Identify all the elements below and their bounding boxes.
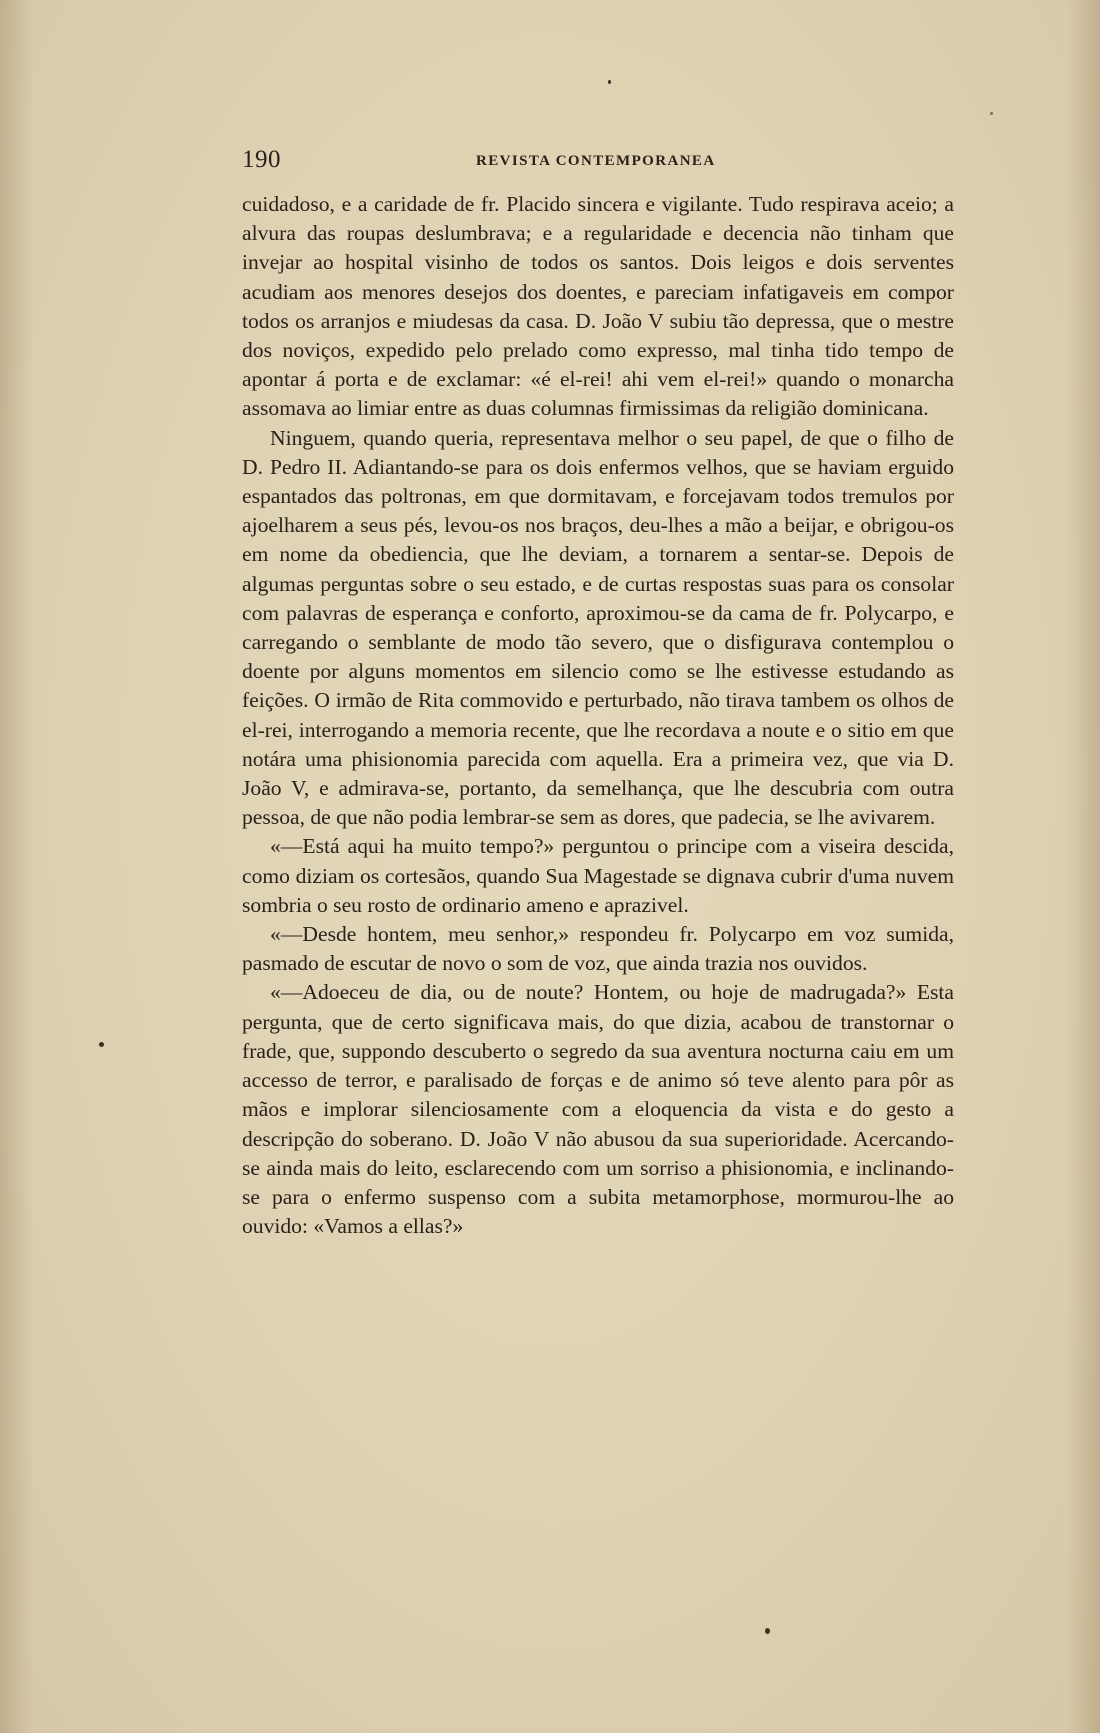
paragraph-1: cuidadoso, e a caridade de fr. Placido sincera e vigilante. Tudo respirava aceio; a alvura das roupas deslumbrava; e a regularidade e decencia não tinham que invejar ao hospital visinho de todos os santos. Dois leigos e dois serventes acudiam aos menores desejos dos doentes, e pareciam infatigaveis em compor todos os arranjos e miudesas da casa. D. João V subiu tão depressa, que o mestre dos noviços, expedido pelo prelado como expresso, mal tinha tido tempo de apontar á porta e de exclamar: «é el-rei! ahi vem el-rei!» quando o monarcha assomava ao limiar entre as duas columnas firmissimas da religião dominicana. (242, 192, 954, 421)
paragraph-3: «—Está aqui ha muito tempo?» perguntou o principe com a viseira descida, como diziam os cortesãos, quando Sua Magestade se dignava cubrir d'uma nuvem sombria o seu rosto de ordinario ameno e aprazivel. (242, 834, 954, 917)
paragraph-2: Ninguem, quando queria, representava melhor o seu papel, de que o filho de D. Pedro II. Adiantando-se para os dois enfermos velhos, que se haviam erguido espantados das poltronas, em que dormitavam, e forcejavam todos tremulos por ajoelharem a seus pés, levou-os nos braços, deu-lhes a mão a beijar, e obrigou-os em nome da obediencia, que lhe deviam, a tornarem a sentar-se. Depois de algumas perguntas sobre o seu estado, e de curtas respostas suas para os consolar com palavras de esperança e conforto, aproximou-se da cama de fr. Polycarpo, e carregando o semblante de modo tão severo, que o disfigurava contemplou o doente por alguns momentos em silencio como se lhe estivesse estudando as feições. O irmão de Rita commovido e perturbado, não tirava tambem os olhos de el-rei, interrogando a memoria recente, que lhe recordava a noute e o sitio em que notára uma phisionomia parecida com aquella. Era a primeira vez, que via D. João V, e admirava-se, portanto, da semelhança, que lhe descubria com outra pessoa, de que não podia lembrar-se sem as dores, que padecia, se lhe avivarem. (242, 425, 954, 830)
running-head (242, 146, 958, 176)
ink-speck (990, 112, 993, 115)
page-number: 190 (242, 146, 281, 173)
page-edge-left (0, 0, 34, 1733)
body-text (242, 190, 954, 1241)
ink-speck (765, 1628, 770, 1634)
page-edge-right (1066, 0, 1100, 1733)
journal-title: REVISTA CONTEMPORANEA (476, 153, 716, 169)
paragraph-4: «—Desde hontem, meu senhor,» respondeu fr. Polycarpo em voz sumida, pasmado de escutar de novo o som de voz, que ainda trazia nos ouvidos. (242, 922, 954, 976)
ink-speck (99, 1042, 104, 1047)
ink-speck (608, 80, 611, 84)
paragraph-5: «—Adoeceu de dia, ou de noute? Hontem, ou hoje de madrugada?» Esta pergunta, que de certo significava mais, do que dizia, acabou de transtornar o frade, que, suppondo descuberto o segredo da sua aventura nocturna caiu em um accesso de terror, e paralisado de forças e de animo só teve alento para pôr as mãos e implorar silenciosamente com a eloquencia da vista e do gesto a descripção do soberano. D. João V não abusou da sua superioridade. Acercando-se ainda mais do leito, esclarecendo com um sorriso a phisionomia, e inclinando-se para o enfermo suspenso com a subita metamorphose, mormurou-lhe ao ouvido: «Vamos a ellas?» (242, 980, 954, 1239)
